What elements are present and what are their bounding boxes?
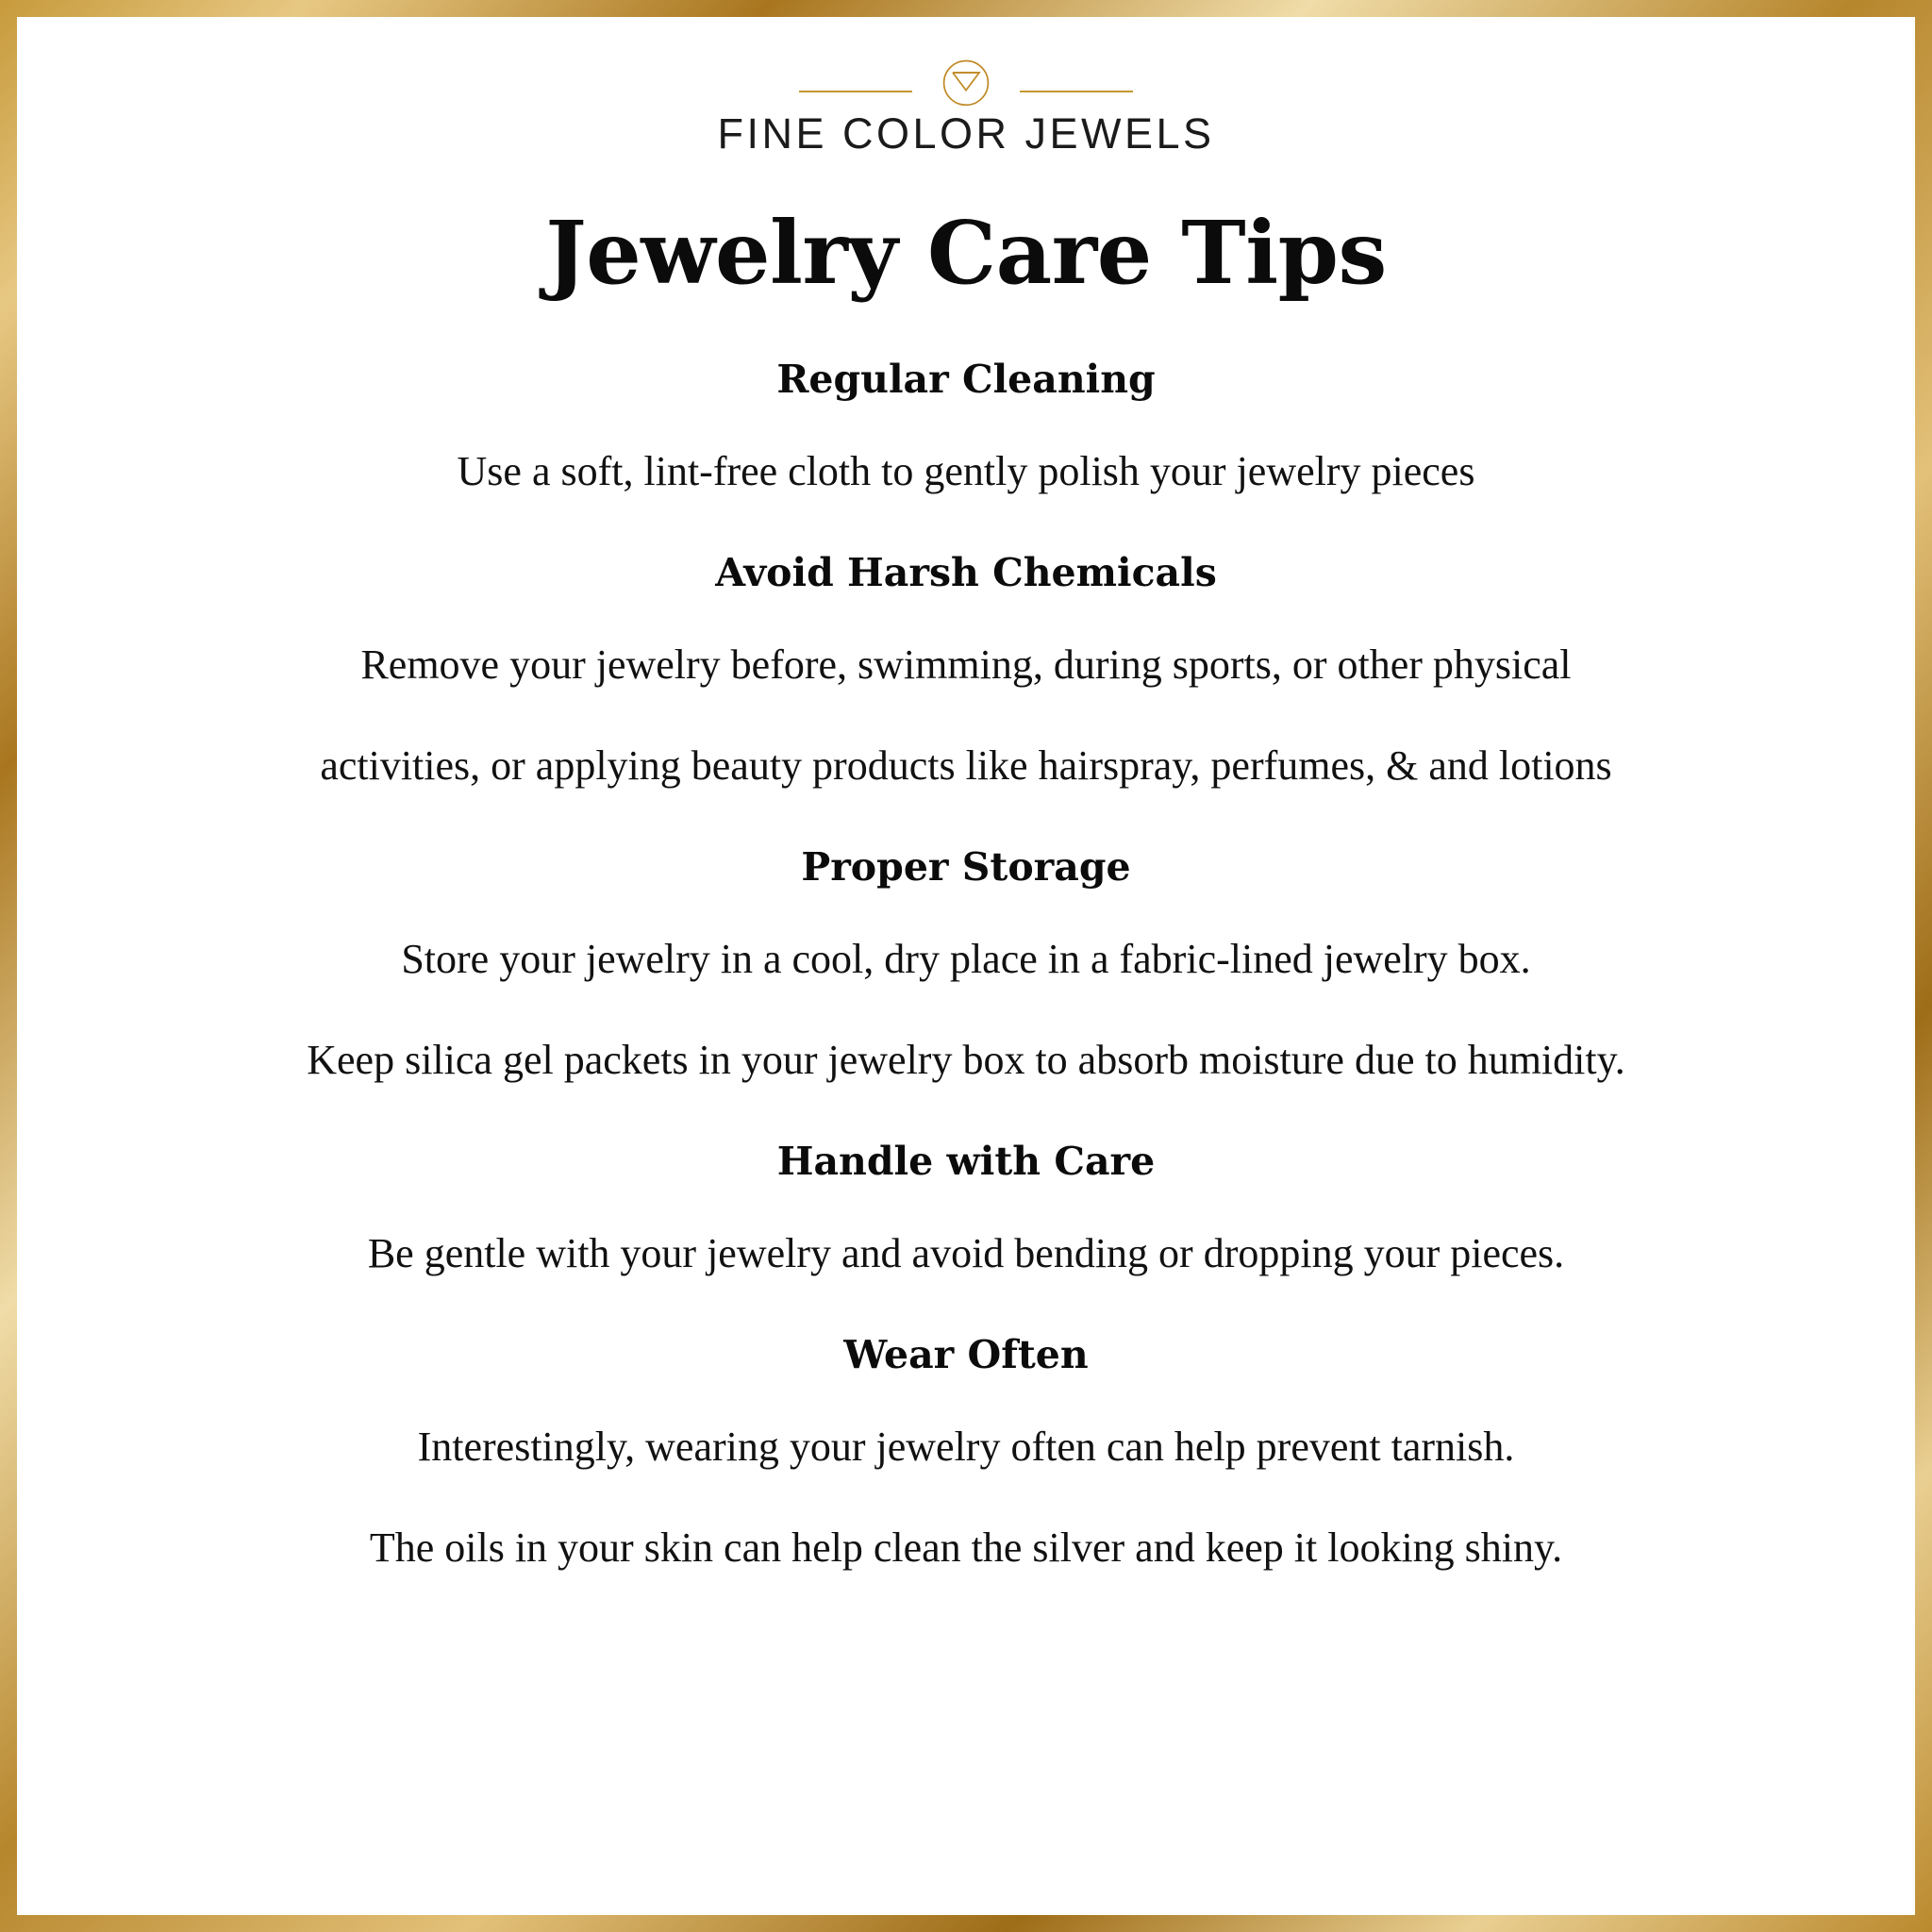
section-handle-with-care (70, 1139, 1862, 1279)
section-heading: Handle with Care (776, 1139, 1156, 1185)
care-tips-content (17, 357, 1915, 1574)
section-body-line: Store your jewelry in a cool, dry place in a fabric-lined jewelry box. (401, 936, 1531, 983)
section-body-line: Use a soft, lint-free cloth to gently polish your jewelry pieces (457, 448, 1475, 495)
section-proper-storage (70, 844, 1862, 1086)
section-body-line: activities, or applying beauty products like hairspray, perfumes, & and lotions (320, 742, 1612, 790)
section-body-line: Be gentle with your jewelry and avoid bending or dropping your pieces. (367, 1230, 1565, 1277)
page-title: Jewelry Care Tips (545, 202, 1387, 304)
section-heading: Proper Storage (801, 844, 1131, 891)
section-avoid-harsh-chemicals (70, 550, 1862, 791)
brand-rule-left (799, 91, 912, 92)
brand-rule-row (17, 91, 1915, 92)
section-heading: Avoid Harsh Chemicals (715, 550, 1217, 596)
section-heading: Regular Cleaning (776, 357, 1156, 403)
brand-header (17, 17, 1915, 158)
section-body-line: Remove your jewelry before, swimming, during sports, or other physical (360, 641, 1572, 689)
brand-name: FINE COLOR JEWELS (717, 109, 1215, 158)
section-body-line: Interestingly, wearing your jewelry often can help prevent tarnish. (417, 1424, 1515, 1471)
page-canvas (17, 17, 1915, 1915)
section-heading: Wear Often (843, 1332, 1089, 1378)
section-body-line: Keep silica gel packets in your jewelry box to absorb moisture due to humidity. (307, 1037, 1625, 1084)
section-regular-cleaning (70, 357, 1862, 497)
section-body-line: The oils in your skin can help clean the silver and keep it looking shiny. (369, 1524, 1563, 1572)
brand-rule-right (1020, 91, 1133, 92)
brand-rule-center-gap (925, 91, 1007, 92)
section-wear-often (70, 1332, 1862, 1574)
